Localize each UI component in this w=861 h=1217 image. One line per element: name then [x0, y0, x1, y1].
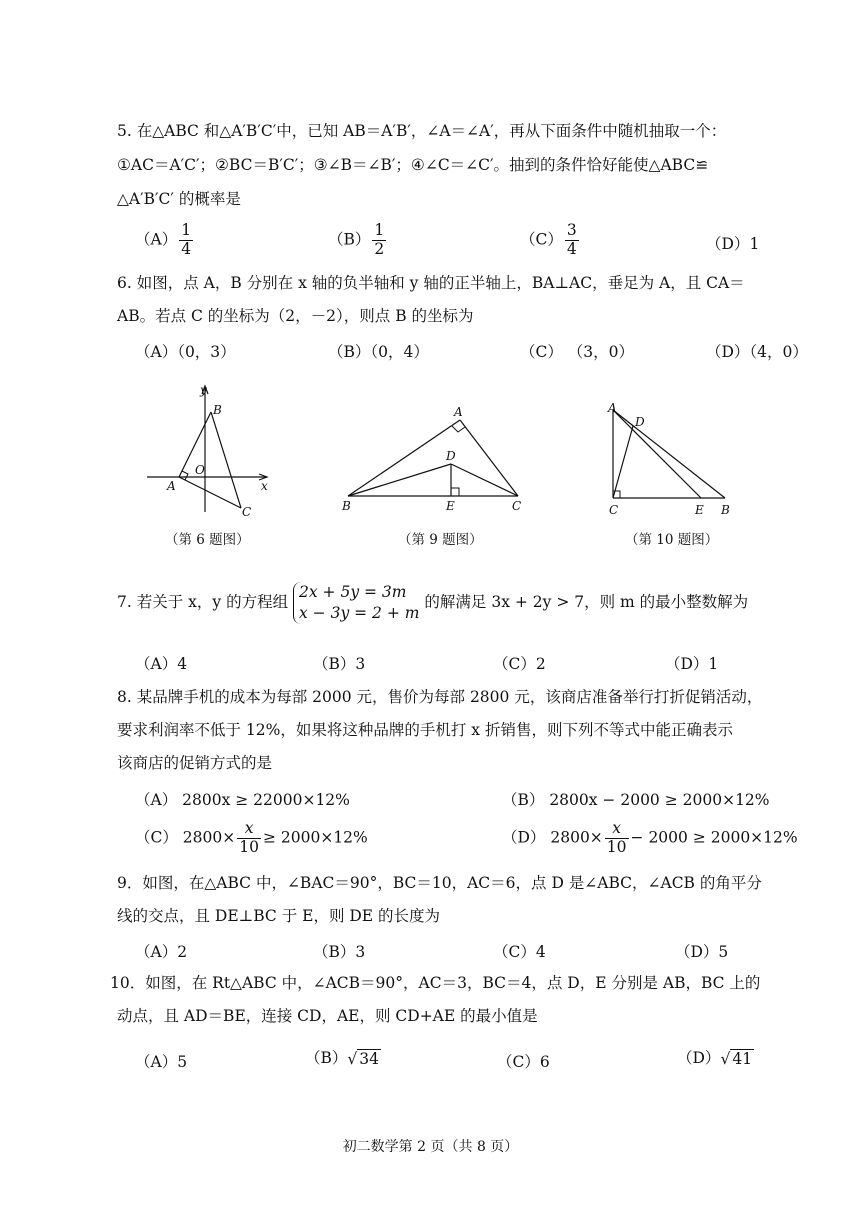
fig6-segment-bc [211, 412, 241, 508]
q6-option-a: （A）（0，3） [135, 343, 236, 361]
q8-option-d: （D） 2800× $\frac{x}{10}$ − 2000 ≥ 2000×12% [502, 819, 798, 856]
fig9-caption: （第 9 题图） [398, 532, 483, 548]
q7-option-b: （B）3 [313, 655, 366, 673]
fig10-label-a: A [608, 402, 617, 415]
fig10-label-b: B [721, 503, 730, 517]
fig9-side-ba [348, 420, 460, 496]
fig9-label-b: B [342, 499, 351, 513]
fig6-label-x: x [261, 479, 268, 493]
q6-line2: AB。若点 C 的坐标为（2，－2），则点 B 的坐标为 [117, 307, 474, 325]
q8-line1: 8. 某品牌手机的成本为每部 2000 元，售价为每部 2800 元，该商店准备举行打折促销活动， [117, 688, 763, 706]
q8-option-a: （A） 2800x ≥ 22000×12% [135, 791, 350, 809]
q8-option-c: （C） 2800× $\frac{x}{10}$ ≥ 2000×12% [135, 819, 368, 856]
q7-line [117, 582, 748, 624]
fig10-segment-cd [613, 426, 633, 498]
q7-prefix: 7. 若关于 x，y 的方程组 [117, 592, 289, 611]
q7-equation-system [293, 582, 419, 624]
q10-line1: 10．如图，在 Rt△ABC 中，∠ACB＝90°，AC＝3，BC＝4，点 D，E 分别是 AB，BC 上的 [110, 974, 761, 992]
q5-option-c: （C） $\frac{3}{4}$ [520, 221, 577, 258]
q10-option-b: （B）√ 34 [305, 1049, 380, 1068]
fig9-label-e: E [446, 499, 455, 513]
q5-line2: ①AC＝A′C′；②BC＝B′C′；③∠B＝∠B′；④∠C＝∠C′。抽到的条件恰好能使△ABC≌ [117, 156, 709, 174]
q9-option-b: （B）3 [313, 943, 366, 961]
fig9-bisector-cd [451, 464, 518, 496]
fig10-segment-ae [613, 410, 701, 498]
fig10-label-e: E [695, 503, 704, 517]
q6-option-d: （D）（4，0） [706, 343, 808, 361]
q9-option-d: （D）5 [675, 943, 729, 961]
fig6-segment-ac [179, 477, 241, 508]
fig10-side-ab [613, 410, 725, 498]
q7-option-d: （D）1 [665, 655, 719, 673]
q7-suffix: 的解满足 3x + 2y > 7，则 m 的最小整数解为 [424, 592, 749, 611]
q10-line2: 动点，且 AD＝BE，连接 CD，AE，则 CD+AE 的最小值是 [117, 1007, 538, 1025]
fig9-bisector-bd [348, 464, 451, 496]
q6-line1: 6. 如图，点 A，B 分别在 x 轴的负半轴和 y 轴的正半轴上，BA⊥AC，垂足为 A，且 CA＝ [117, 274, 745, 292]
q9-option-a: （A）2 [135, 943, 188, 961]
fig10-caption: （第 10 题图） [625, 532, 719, 548]
q6-option-b: （B）（0，4） [328, 343, 429, 361]
q9-option-c: （C）4 [493, 943, 546, 961]
fig9-right-angle-a [452, 426, 465, 432]
fig6-label-y: y [200, 383, 207, 397]
q5-line1: 5. 在△ABC 和△A′B′C′中，已知 AB＝A′B′，∠A＝∠A′，再从下面条件中随机抽取一个： [117, 122, 727, 140]
q7-eq1: 2x + 5y = 3m [299, 583, 407, 601]
q7-option-c: （C）2 [493, 655, 546, 673]
fig6-label-b: B [213, 403, 222, 417]
q8-option-b: （B） 2800x − 2000 ≥ 2000×12% [502, 791, 770, 809]
fig9-right-angle-e [451, 488, 459, 496]
fig6-label-a: A [167, 479, 176, 493]
q8-line3: 该商店的促销方式的是 [117, 754, 273, 772]
fig9-label-c: C [512, 499, 522, 513]
q7-eq2: x − 3y = 2 + m [299, 603, 420, 622]
fig9-label-d: D [446, 449, 456, 463]
fig10-label-c: C [609, 503, 619, 517]
q9-line2: 线的交点，且 DE⊥BC 于 E，则 DE 的长度为 [117, 907, 441, 925]
fig6-label-o: O [195, 463, 205, 477]
figure-6 [145, 382, 275, 522]
q7-option-a: （A）4 [135, 655, 188, 673]
q10-option-a: （A）5 [135, 1053, 188, 1071]
q5-line3: △A′B′C′ 的概率是 [117, 190, 241, 208]
fig10-label-d: D [635, 415, 645, 429]
fig9-label-a: A [454, 405, 463, 419]
fig9-side-ac [460, 420, 518, 496]
q5-option-b: （B） $\frac{1}{2}$ [328, 221, 385, 258]
q10-option-c: （C）6 [497, 1053, 550, 1071]
q9-line1: 9．如图，在△ABC 中，∠BAC＝90°，BC＝10，AC＝6，点 D 是∠ABC，∠ACB 的角平分 [117, 874, 762, 892]
q10-option-d: （D）√ 41 [677, 1049, 753, 1068]
figure-9 [338, 402, 538, 517]
q5-option-d: （D）1 [706, 235, 760, 253]
q8-line2: 要求利润率不低于 12%，如果将这种品牌的手机打 x 折销售，则下列不等式中能正确表示 [117, 721, 733, 739]
fig6-caption: （第 6 题图） [165, 532, 250, 548]
page-footer: 初二数学第 2 页（共 8 页） [342, 1139, 519, 1155]
figure-10 [603, 402, 743, 517]
fig6-label-c: C [242, 505, 252, 519]
q6-option-c: （C） （3，0） [520, 343, 635, 361]
q5-option-a: （A） $\frac{1}{4}$ [135, 221, 192, 258]
